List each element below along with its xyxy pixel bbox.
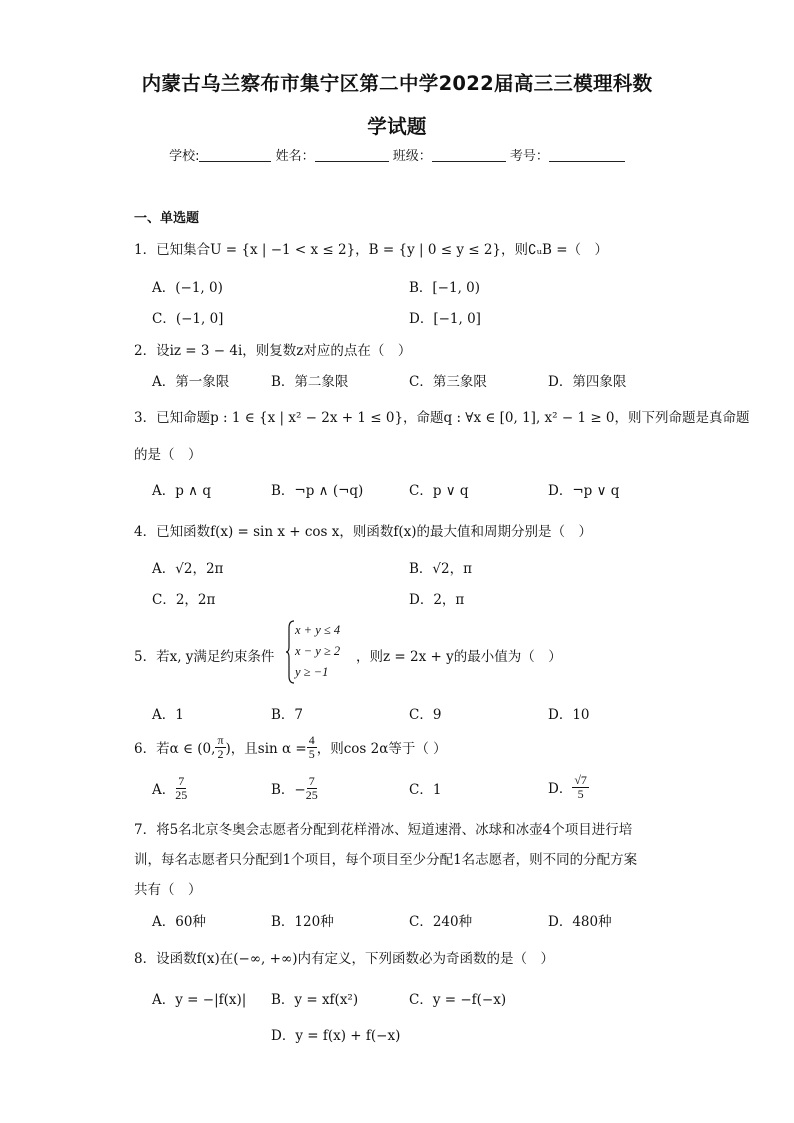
q6-option-d: D． $\frac{√7}{5}$ — [548, 772, 587, 801]
q4-option-c: C．2，2π — [152, 592, 216, 608]
id-blank — [549, 147, 625, 162]
q7-option-b: B．120种 — [271, 914, 334, 930]
question-4-stem: 4．已知函数f(x) = sin x + cos x，则函数f(x)的最大值和周期分别是（ ） — [134, 524, 593, 540]
q5-option-c: C．9 — [409, 707, 442, 723]
q8-option-b: B．y = xf(x²) — [271, 992, 359, 1008]
q7-option-c: C．240种 — [409, 914, 473, 930]
question-2-stem: 2．设iz = 3 − 4i，则复数z对应的点在（ ） — [134, 343, 412, 359]
constraint-system — [295, 620, 340, 683]
q1-option-b: B．[−1, 0) — [409, 280, 481, 296]
class-label: 班级： — [392, 149, 432, 164]
q4-option-d: D．2，π — [409, 592, 465, 608]
q8-option-d: D．y = f(x) + f(−x) — [271, 1028, 401, 1044]
school-blank — [199, 147, 271, 162]
question-3-stem: 3．已知命题p : 1 ∈ {x | x² − 2x + 1 ≤ 0}，命题q : ∀x ∈ [0, 1], x² − 1 ≥ 0，则下列命题是真命题 — [134, 410, 750, 426]
school-label: 学校: — [169, 149, 200, 164]
q1-option-d: D．[−1, 0] — [409, 311, 481, 327]
q1-option-a: A．(−1, 0) — [152, 280, 223, 296]
q1-option-c: C．(−1, 0] — [152, 311, 224, 327]
q3-option-d: D．¬p ∨ q — [548, 483, 620, 499]
q4-option-a: A．√2，2π — [152, 561, 224, 577]
section-heading: 一、单选题 — [134, 211, 200, 226]
q7-option-a: A．60种 — [152, 914, 206, 930]
q3-option-a: A．p ∧ q — [152, 483, 211, 499]
student-info-line — [0, 145, 794, 164]
question-7-stem-cont2: 共有（ ） — [134, 882, 202, 898]
question-7-stem-cont: 训，每名志愿者只分配到1个项目，每个项目至少分配1名志愿者，则不同的分配方案 — [134, 852, 638, 868]
q2-option-c: C．第三象限 — [409, 374, 487, 390]
class-blank — [432, 147, 506, 162]
name-blank — [315, 147, 389, 162]
q6-option-c: C．1 — [409, 782, 442, 798]
question-6-stem — [134, 730, 447, 764]
q5-option-a: A．1 — [152, 707, 184, 723]
q4-option-b: B．√2，π — [409, 561, 472, 577]
q6-frac-pi-over-2: $\frac{\pi}{2}$ — [217, 732, 224, 761]
q3-option-b: B．¬p ∧ (¬q) — [271, 483, 364, 499]
constraint-2: x − y ≥ 2 — [295, 644, 341, 658]
constraint-1: x + y ≤ 4 — [295, 623, 341, 637]
question-7-stem: 7．将5名北京冬奥会志愿者分配到花样滑冰、短道速滑、冰球和冰壶4个项目进行培 — [134, 822, 633, 838]
q8-option-c: C．y = −f(−x) — [409, 992, 507, 1008]
name-label: 姓名： — [275, 149, 315, 164]
q2-option-a: A．第一象限 — [152, 374, 230, 390]
q2-option-b: B．第二象限 — [271, 374, 349, 390]
q6-text-post: ，则cos 2α等于（ ） — [316, 741, 447, 757]
constraint-3: y ≥ −1 — [295, 665, 329, 679]
question-3-stem-cont: 的是（ ） — [134, 447, 202, 463]
question-1-stem: 1．已知集合U = {x | −1 < x ≤ 2}，B = {y | 0 ≤ y ≤ 2}，则∁ᵤB =（ ） — [134, 242, 609, 258]
question-5-stem-post: ，则z = 2x + y的最小值为（ ） — [356, 649, 562, 665]
question-5-stem-pre: 5．若x, y满足约束条件 — [134, 649, 275, 665]
q8-option-a: A．y = −|f(x)| — [152, 992, 247, 1008]
q6-option-a: A． $\frac{7}{25}$ — [152, 773, 188, 802]
q5-option-b: B．7 — [271, 707, 304, 723]
q5-option-d: D．10 — [548, 707, 590, 723]
q6-frac-4-over-5: $\frac{4}{5}$ — [308, 732, 315, 761]
id-label: 考号： — [509, 149, 549, 164]
exam-title-line2: 学试题 — [367, 115, 427, 138]
exam-title-line1: 内蒙古乌兰察布市集宁区第二中学2022届高三三模理科数 — [141, 72, 653, 95]
q2-option-d: D．第四象限 — [548, 374, 627, 390]
q7-option-d: D．480种 — [548, 914, 612, 930]
q6-option-b: B．− $\frac{7}{25}$ — [271, 773, 318, 802]
q3-option-c: C．p ∨ q — [409, 483, 469, 499]
question-8-stem: 8．设函数f(x)在(−∞, +∞)内有定义，下列函数必为奇函数的是（ ） — [134, 951, 554, 967]
q6-text-pre: 6．若α ∈ (0, — [134, 741, 216, 757]
q6-text-mid: )，且sin α = — [225, 741, 307, 757]
